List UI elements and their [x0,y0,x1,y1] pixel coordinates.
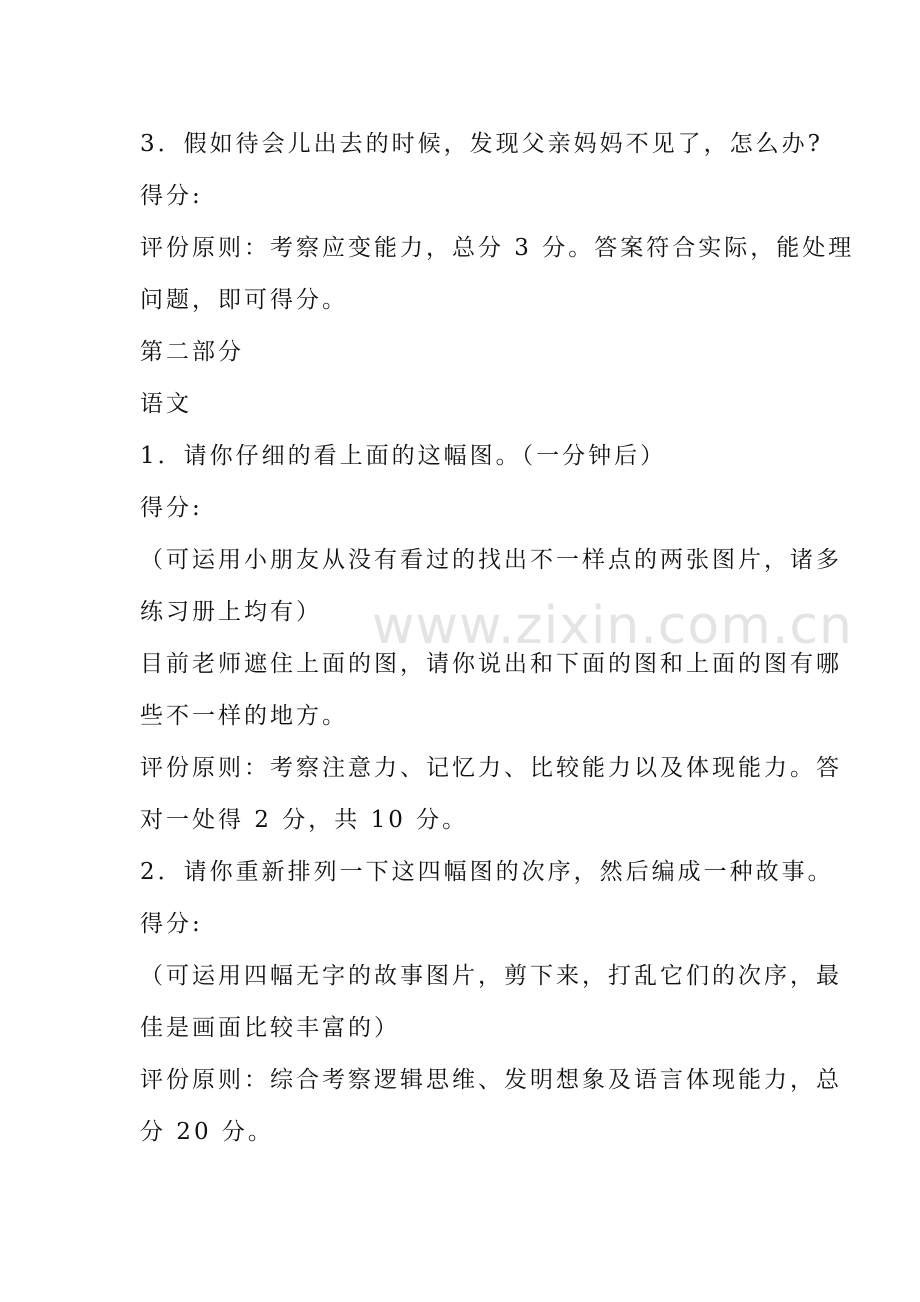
scoring-rule-continued: 分 20 分。 [140,1119,274,1145]
material-note: （可运用小朋友从没有看过的找出不一样点的两张图片，诸多 [140,547,842,573]
question-3: 3．假如待会儿出去的时候，发现父亲妈妈不见了，怎么办? [140,131,823,157]
watermark: www.zixin.com.cn [372,596,853,656]
instruction-continued: 些不一样的地方。 [140,703,348,729]
question-2: 2．请你重新排列一下这四幅图的次序，然后编成一种故事。 [140,859,834,885]
scoring-rule: 评份原则：考察应变能力，总分 3 分。答案符合实际，能处理 [140,235,855,261]
scoring-rule-continued: 对一处得 2 分，共 10 分。 [140,807,469,833]
document-body [140,118,855,1158]
score-label: 得分: [140,183,203,209]
scoring-rule: 评份原则：考察注意力、记忆力、比较能力以及体现能力。答 [140,755,842,781]
material-note: （可运用四幅无字的故事图片，剪下来，打乱它们的次序，最 [140,963,842,989]
instruction: 目前老师遮住上面的图，请你说出和下面的图和上面的图有哪 [140,651,842,677]
question-1: 1．请你仔细的看上面的这幅图。（一分钟后） [140,443,667,469]
scoring-rule: 评份原则：综合考察逻辑思维、发明想象及语言体现能力，总 [140,1067,842,1093]
subject-heading: 语文 [140,391,192,417]
score-label: 得分: [140,911,203,937]
section-heading: 第二部分 [140,339,244,365]
score-label: 得分: [140,495,203,521]
material-note-continued: 佳是画面比较丰富的） [140,1015,400,1041]
scoring-rule-continued: 问题，即可得分。 [140,287,348,313]
material-note-continued: 练习册上均有） [140,599,322,625]
